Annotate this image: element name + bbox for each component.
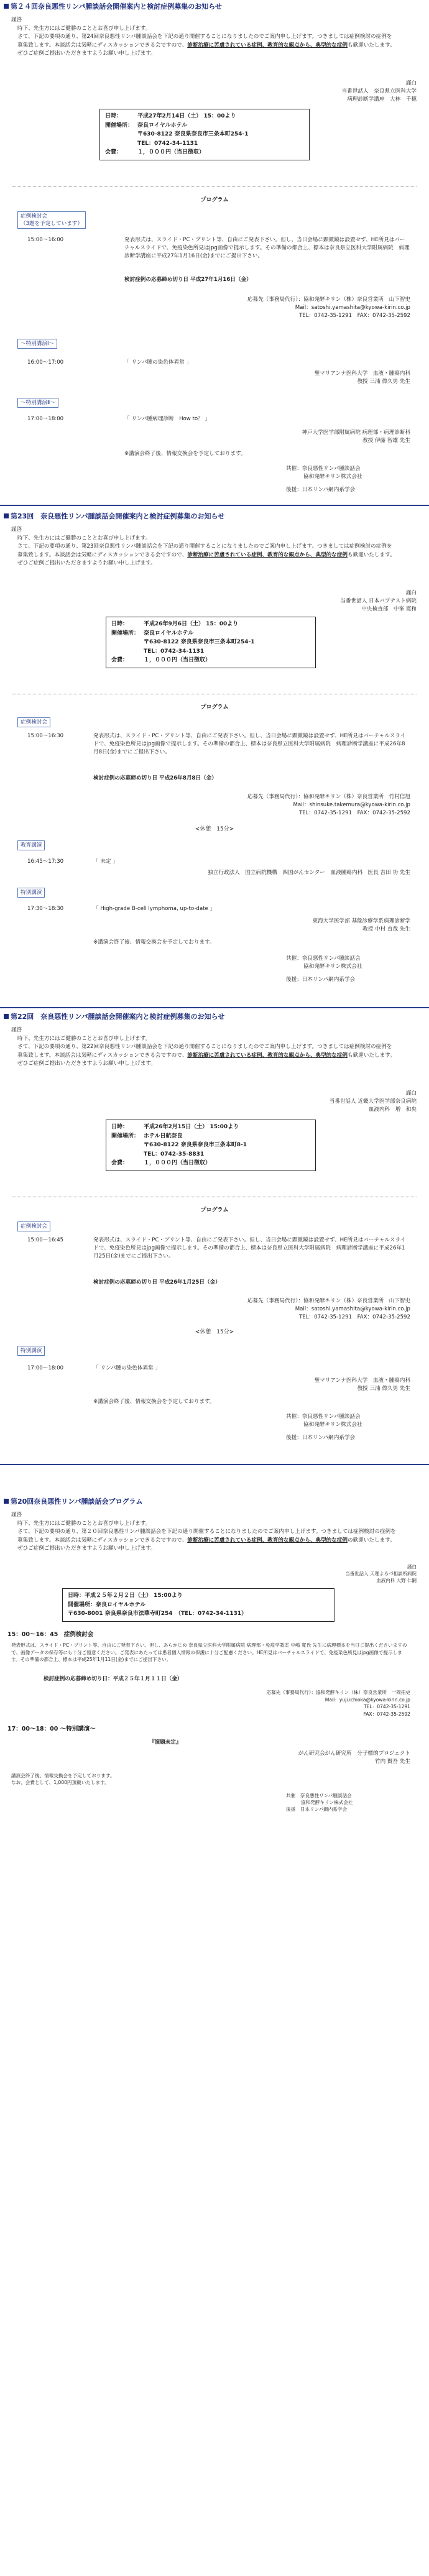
intro-text: 謹啓 時下、先生方にはご健勝のこととお喜び申し上げます。 さて、下記の要項の通り、第２０回奈良悪性リンパ腫談話会を下記の通り開催することになりましたのでご案内申し上げます。つきましては症例検討の症例を募集致します。本談話会は気軽にディスカッションできる会ですので、診断治療に苦慮されている症例、教育的な観点から、典型的な症例の歓迎いたします。ぜひご症例ご提出いただきますようお願い申し上げます。 <box>11 1512 396 1552</box>
case-description: 発表形式は、スライド・PC・プリント等、自由にご発表下さい。但し、当日会場に顕微鏡は設置せず、HE所見はバーチャルスライドで、免疫染色所見はjpg画像で提示します。その準備の都合上、標本は奈良県立医科大学附属病院 病理診断学講座に平成27年1月16日(金)までにご提出下さい。 <box>124 237 410 259</box>
case-description: 発表形式は、スライド・PC・プリント等、自由にご発表下さい。但し、当日会場に顕微鏡は設置せず、HE所見はバーチャルスライドで、免疫染色所見はjpg画像で提示します。その準備の都合上、標本は奈良県立医科大学附属病院 病理診断学講座に平成26年1月25日(金)までにご提出下さい。 <box>93 1237 406 1259</box>
special-lecture-1-tag: 〜特別講演Ⅰ〜 <box>17 339 57 349</box>
case-description: 発表形式は、スライド・PC・プリント等、自由にご発表下さい。但し、あらかじめ 奈良県立医科大学附属病院 病理部・免疫学教室 中嶋 寛氏 先生に病理標本を当日ご提出くださいますので、画像データの保存等にも十分ご留意ください。ご発表にあたっては患者個人情報の保護に十分ご配慮ください。HE所見はバーチャルスライドで、免疫染色所見はjpg画像で提示します。その準備の都合上、標本は平成25年1月11日(金)までにご提出下さい。 <box>11 1642 407 1662</box>
lecture-time: 17:00〜18:00 <box>27 1365 64 1371</box>
case-study-tag: 症例検討会 <box>17 1221 50 1231</box>
note: ※講演会終了後、情報交換会を予定しております。 <box>124 451 246 457</box>
lecture-time: 16:00〜17:00 <box>27 359 64 366</box>
intro-text: 謹啓 時下、先生方にはご健勝のこととお喜び申し上げます。 さて、下記の要項の通り、第22回奈良悪性リンパ腫談話会を下記の通り開催することになりましたのでご案内申し上げます。つきましては症例検討の症例を募集致します。本談話会は気軽にディスカッションできる会ですので、診断治療に苦慮されている症例、教育的な観点から、典型的な症例も歓迎いたします。ぜひご症例ご提出いただきますようお願い申し上げます。 <box>11 1027 395 1067</box>
program-heading: プログラム <box>200 197 229 203</box>
event-info-box: 日時：平成２５年２月２日（土） 15:00より 開催場所：奈良ロイヤルホテル 〒630-8001 奈良県奈良市法華寺町254 （TEL：0742-34-1131） <box>62 1588 334 1622</box>
speaker: 聖マリアンナ医科大学 血液・腫瘍内科 教授 三浦 偉久男 先生 <box>314 370 410 385</box>
program-heading: プログラム <box>200 704 229 711</box>
intro-text: 謹啓 時下、先生方にはご健勝のこととお喜び申し上げます。 さて、下記の要項の通り、第24回奈良悪性リンパ腫談話会を下記の通り開催することになりましたのでご案内申し上げます。つきましては症例検討の症例を募集致します。本談話会は気軽にディスカッションできる会ですので、診断治療に苦慮されている症例、教育的な観点から、典型的な症例も歓迎いたします。ぜひご症例ご提出いただきますようお願い申し上げます。 <box>11 17 395 57</box>
deadline: 検討症例の応募締め切り日 平成26年1月25日（金） <box>93 1279 221 1286</box>
closing: 謹白 当番世話人 奈良県立医科大学 病理診断学講座 大林 千穂 <box>341 80 417 103</box>
closing: 謹白 当番世話人 近畿大学医学部奈良病院 血液内科 増 和央 <box>329 1090 417 1113</box>
apply-contact: 応募先（事務局代行）：協和発酵キリン（株）奈良営業所 竹村信旭 Mail：shinsuke.takemura@kyowa-kirin.co.jp TEL：0742-35-1291 FAX：0742-35-2592 <box>247 794 410 816</box>
case-time: 15:00〜16:00 <box>27 237 64 243</box>
section-divider <box>0 505 429 506</box>
section-divider <box>0 1007 429 1008</box>
closing: 謹白 当番世話人 日本バプテスト病院 中央検査部 中峯 寛和 <box>340 590 417 612</box>
special-lecture-tag: 特別講演 <box>17 1346 45 1356</box>
speaker: 聖マリアンナ医科大学 血液・腫瘍内科 教授 三浦 偉久男 先生 <box>314 1378 410 1392</box>
square-bullet-icon <box>4 1014 9 1019</box>
special-lecture-2-tag: 〜特別講演Ⅱ〜 <box>17 398 58 408</box>
divider <box>12 186 417 187</box>
apply-contact: 応募先（事務局代行）：協和発酵キリン（株）奈良営業所 山下智史 Mail：satoshi.yamashita@kyowa-kirin.co.jp TEL：0742-35-1291 FAX：0742-35-2592 <box>247 297 410 319</box>
note: 講演会終了後、情報交換会を予定しております。 なお、会費として、1,000円頂戴いたします。 <box>11 1773 115 1785</box>
deadline: 検討症例の応募締め切り日 平成26年8月8日（金） <box>93 775 217 781</box>
education-lecture-tag: 教育講演 <box>17 840 45 850</box>
closing: 謹白 当番世話人 天理よろづ相談所病院 血液内科 大野 仁嗣 <box>345 1564 417 1583</box>
note: ※講演会終了後、情報交換会を予定しております。 <box>93 939 215 945</box>
deadline: 検討症例の応募締め切り日：平成２５年１月１１日（金） <box>44 1676 183 1682</box>
lecture-time: 17:30〜18:30 <box>27 906 64 912</box>
case-time: 15:00〜16:30 <box>27 733 64 739</box>
deadline: 検討症例の応募締め切り日 平成27年1月16日（金） <box>124 277 252 283</box>
case-study-tag: 症例検討会 <box>17 717 50 727</box>
case-study-tag: 症例検討会 （3題を予定しています） <box>17 211 86 229</box>
apply-contact: 応募先（事務局代行）：協和発酵キリン（株）奈良営業所 一岡拓史 Mail：yuji.ichioka@kyowa-kirin.co.jp TEL：0742-35-1291 FAX：0742-35-2592 <box>266 1690 410 1717</box>
speaker: 神戸大学医学部附属病院 病理部・病理診断科 教授 伊藤 智雄 先生 <box>302 430 410 444</box>
lecture-title: 「 リンパ腫病理診断 How to？ 」 <box>124 416 211 422</box>
section-title: 第２４回奈良悪性リンパ腫談話会開催案内と検討症例募集のお知らせ <box>4 2 222 11</box>
lecture-title: 「 リンパ腫の染色体異常 」 <box>124 359 191 366</box>
lecture-title: 「 リンパ腫の染色体異常 」 <box>93 1365 160 1371</box>
section-divider <box>0 1464 429 1465</box>
event-info-box: 日時： 平成26年2月15日（土） 15:00より 開催場所： ホテル日航奈良 〒630-8122 奈良県奈良市三条本町8-1 TEL：0742-35-8831 会費： １，０００円（当日徴収） <box>106 1120 316 1171</box>
speaker: 東海大学医学部 基盤診療学系病理診断学 教授 中村 直哉 先生 <box>312 918 410 932</box>
speaker: がん研究会がん研究所 分子標的プロジェクト 竹内 賢吾 先生 <box>298 1750 410 1765</box>
square-bullet-icon <box>4 513 9 518</box>
section-title: 第22回 奈良悪性リンパ腫談話会開催案内と検討症例募集のお知らせ <box>4 1013 224 1021</box>
case-time: 15：00〜16：45 症例検討会 <box>7 1631 94 1638</box>
section-title: 第20回奈良悪性リンパ腫談話会プログラム <box>4 1497 142 1506</box>
case-time: 15:00〜16:45 <box>27 1237 64 1243</box>
break: <休憩 15分> <box>195 826 234 832</box>
sponsors: 共催：奈良悪性リンパ腫談話会 協和発酵キリン株式会社 後援：日本リンパ網内系学会 <box>286 466 362 493</box>
event-info-box: 日時： 平成27年2月14日（土） 15：00より 開催場所： 奈良ロイヤルホテル 〒630-8122 奈良県奈良市三条本町254-1 TEL：0742-34-1131 会費： １，０００円（当日徴収） <box>99 109 310 160</box>
speaker: 独立行政法人 国立病院機構 四国がんセンター 血液腫瘍内科 医長 吉田 功 先生 <box>208 870 410 876</box>
lecture-time: 16:45〜17:30 <box>27 858 64 865</box>
sponsors: 共催：奈良悪性リンパ腫談話会 協和発酵キリン株式会社 後援：日本リンパ網内系学会 <box>286 955 362 983</box>
event-info-box: 日時： 平成26年9月6日（土） 15：00より 開催場所： 奈良ロイヤルホテル 〒630-8122 奈良県奈良市三条本町254-1 TEL：0742-34-1131 会費： １，０００円（当日徴収） <box>106 617 316 668</box>
section-title: 第23回 奈良悪性リンパ腫談話会開催案内と検討症例募集のお知らせ <box>4 512 224 520</box>
break: <休憩 15分> <box>195 1329 234 1335</box>
lecture-time: 17：00〜18：00 〜特別講演〜 <box>7 1726 96 1732</box>
lecture-title: 「 未定 」 <box>93 858 118 865</box>
lecture-title: 「 High-grade B-cell lymphoma, up-to-date 」 <box>93 906 216 912</box>
lecture-time: 17:00〜18:00 <box>27 416 64 422</box>
case-description: 発表形式は、スライド・PC・プリント等、自由にご発表下さい。但し、当日会場に顕微鏡は設置せず、HE所見はバーチャルスライドで、免疫染色所見はjpg画像で提示します。その準備の都合上、標本は奈良県立医科大学附属病院 病理診断学講座に平成26年8月8日(金)までにご提出下さい。 <box>93 733 406 755</box>
intro-text: 謹啓 時下、先生方にはご健勝のこととお喜び申し上げます。 さて、下記の要項の通り、第23回奈良悪性リンパ腫談話会を下記の通り開催することになりましたのでご案内申し上げます。つきましては症例検討の症例を募集致します。本談話会は気軽にディスカッションできる会ですので、診断治療に苦慮されている症例、教育的な観点から、典型的な症例も歓迎いたします。ぜひご症例ご提出いただきますようお願い申し上げます。 <box>11 527 395 566</box>
lecture-title: 『演題未定』 <box>149 1739 182 1746</box>
sponsors: 共催 奈良悪性リンパ腫談話会 協和発酵キリン株式会社 後援 日本リンパ網内系学会 <box>286 1793 353 1812</box>
square-bullet-icon <box>4 1499 9 1504</box>
special-lecture-tag: 特別講演 <box>17 888 45 898</box>
apply-contact: 応募先（事務局代行）：協和発酵キリン（株）奈良営業所 山下智史 Mail：satoshi.yamashita@kyowa-kirin.co.jp TEL：0742-35-1291 FAX：0742-35-2592 <box>247 1298 410 1320</box>
program-heading: プログラム <box>200 1207 229 1213</box>
sponsors: 共催：奈良悪性リンパ腫談話会 協和発酵キリン株式会社 後援：日本リンパ網内系学会 <box>286 1414 362 1441</box>
note: ※講演会終了後、情報交換会を予定しております。 <box>93 1399 215 1405</box>
square-bullet-icon <box>4 4 9 9</box>
